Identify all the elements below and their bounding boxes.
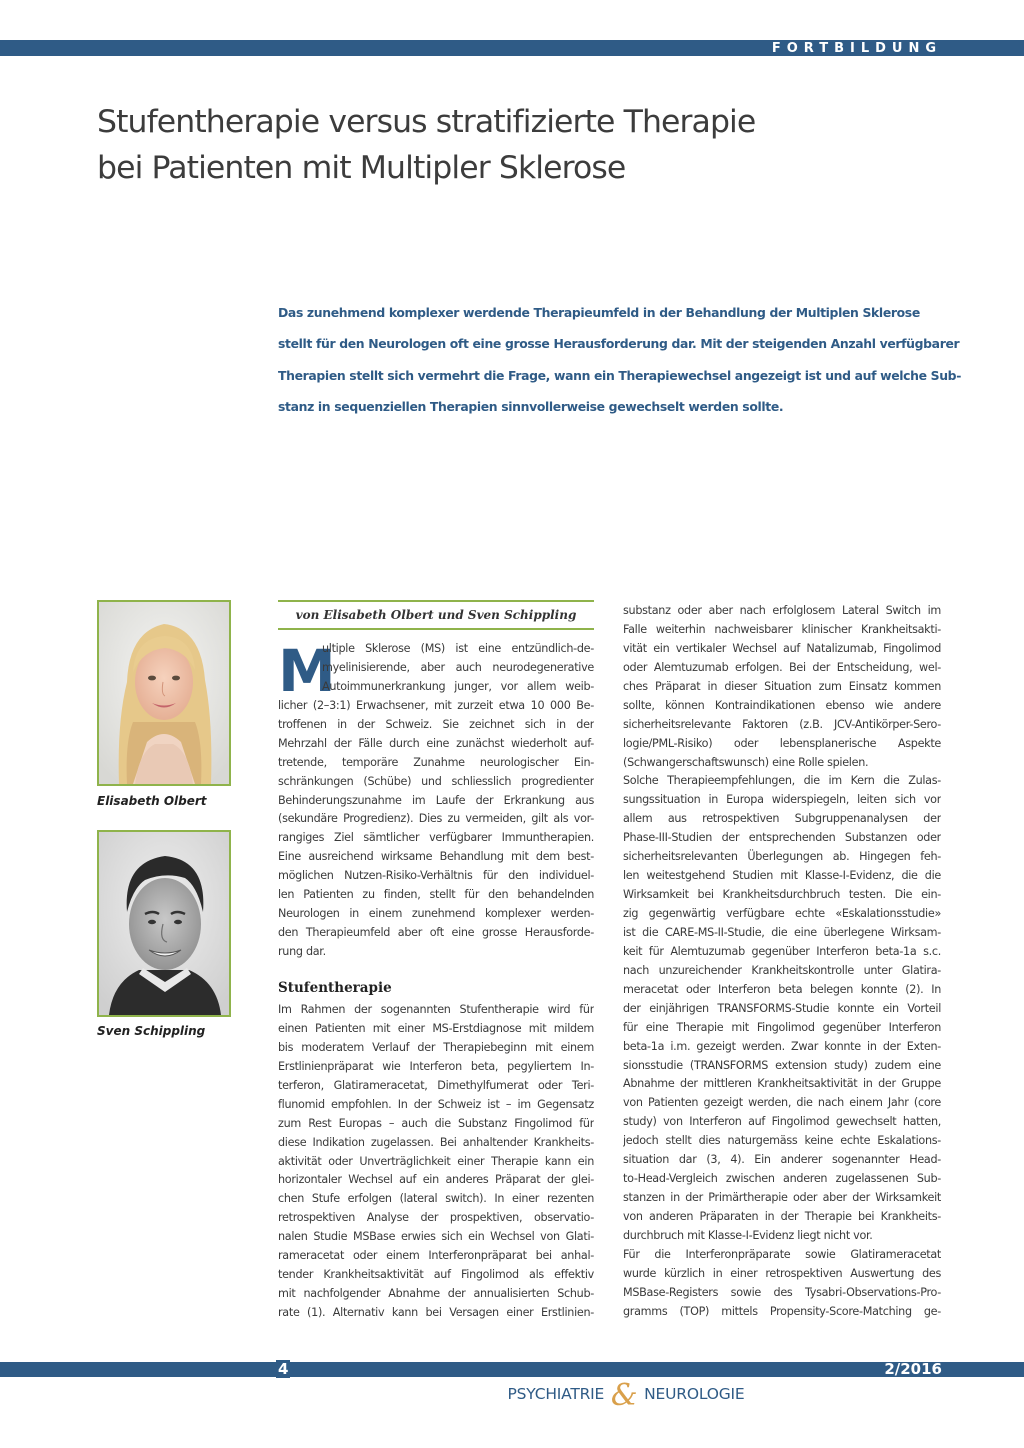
text-line: für eine Therapie mit Fingolimod gegenüber Interferon <box>623 1020 941 1034</box>
text-line: bis moderatem Verlauf der Therapiebeginn mit einem <box>278 1040 594 1054</box>
author-photo-elisabeth-olbert <box>97 600 231 786</box>
text-line: meracetat oder Interferon beta belegen konnte (2). In <box>623 982 941 996</box>
portrait-woman-image <box>99 602 229 784</box>
footer-bar <box>0 1362 1024 1377</box>
text-line: tender Krankheitsaktivität auf Fingolimod als effektiv <box>278 1268 594 1282</box>
author-caption: Sven Schippling <box>97 1024 206 1038</box>
text-line: to-Head-Vergleich zwischen anderen zugelassenen Sub- <box>623 1172 941 1186</box>
text-line: myelinisierende, aber auch neurodegenerative <box>322 660 594 674</box>
text-line: oder Alemtuzumab erfolgen. Bei der Entscheidung, wel- <box>623 660 941 674</box>
lead-line: Therapien stellt sich vermehrt die Frage, wann ein Therapiewechsel angezeigt ist und auf welche Sub- <box>278 367 961 383</box>
text-line: gramms (TOP) mittels Propensity-Score-Matching ge- <box>623 1304 941 1318</box>
text-line: allem aus retrospektiven Subgruppenanalysen der <box>623 812 941 826</box>
text-line: Falle weiterhin nachweisbarer klinischer Krankheitsakti- <box>623 622 941 636</box>
drop-cap: M <box>278 637 336 705</box>
text-line: zig gegenwärtig verfügbare echte «Eskalationsstudie» <box>623 907 941 920</box>
text-line: rate (1). Alternativ kann bei Versagen einer Erstlinien- <box>278 1306 594 1319</box>
author-photo-sven-schippling <box>97 830 231 1017</box>
text-line: (sekundäre Progredienz). Dies zu vermeiden, gilt als vor- <box>278 812 594 826</box>
text-line: schränkungen (Schübe) und schliesslich progredienter <box>278 774 594 788</box>
logo-text-right: NEUROLOGIE <box>644 1385 745 1403</box>
issue-number: 2/2016 <box>884 1360 942 1378</box>
text-line: substanz oder aber nach erfolglosem Lateral Switch im <box>623 604 941 617</box>
text-line: Phase-III-Studien der entsprechenden Substanzen oder <box>623 831 941 845</box>
text-line: ist die CARE-MS-II-Studie, die eine überlegene Wirksam- <box>623 925 941 939</box>
article-lead <box>278 297 961 423</box>
text-line: Mehrzahl der Fälle durch eine zunächst wiederholt auf- <box>278 736 594 750</box>
text-line: sionsstudie (TRANSFORMS extension study) zudem eine <box>623 1058 941 1072</box>
text-line: nach unzureichender Krankheitskontrolle unter Glatira- <box>623 963 941 977</box>
text-line: Wirksamkeit bei Krankheitsdurchbruch testen. Die ein- <box>623 888 941 902</box>
author-byline: von Elisabeth Olbert und Sven Schippling <box>278 600 594 630</box>
text-line: horizontaler Wechsel auf ein anderes Präparat der glei- <box>278 1173 594 1187</box>
text-line: study) von Interferon auf Fingolimod gewechselt hatten, <box>623 1115 941 1129</box>
text-line: durchbruch mit Klasse-I-Evidenz liegt nicht vor. <box>623 1228 873 1242</box>
text-line: zum Rest Europas – auch die Substanz Fingolimod für <box>278 1116 594 1130</box>
text-line: sollte, können Kontraindikationen ebenso wie andere <box>623 698 941 712</box>
text-line: der einjährigen TRANSFORMS-Studie konnte ein Vorteil <box>623 1001 941 1015</box>
text-line: von anderen Präparaten in der Therapie bei Krankheits- <box>623 1210 941 1223</box>
lead-line: stanz in sequenziellen Therapien sinnvollerweise gewechselt werden sollte. <box>278 399 784 415</box>
text-line: len Patienten zu finden, stellt für den behandelnden <box>278 888 594 902</box>
text-line: flunomid empfohlen. In der Schweiz ist – im Gegensatz <box>278 1097 594 1111</box>
text-line: len weitestgehend Studien mit Klasse-I-Evidenz, die die <box>623 869 941 883</box>
text-line: aktivität oder Unverträglichkeit einer Therapie kann ein <box>278 1154 594 1168</box>
text-line: rung dar. <box>278 945 326 958</box>
right-column-text <box>623 602 941 1322</box>
text-line: rameracetat oder einem Interferonpräparat bei anhal- <box>278 1249 594 1263</box>
section-label: FORTBILDUNG <box>771 41 942 56</box>
stufentherapie-paragraph <box>278 1001 594 1323</box>
text-line: situation dar (3, 4). Ein anderer sogenannter Head- <box>623 1153 941 1167</box>
portrait-man-image <box>99 832 229 1015</box>
text-line: wurde kürzlich in einer retrospektiven Auswertung des <box>623 1266 941 1280</box>
title-line: Stufentherapie versus stratifizierte Therapie <box>97 104 756 140</box>
text-line: keit für Alemtuzumab gegenüber Interferon beta-1a s.c. <box>623 944 941 958</box>
lead-line: stellt für den Neurologen oft eine grosse Herausforderung dar. Mit der steigenden Anzahl verfügbarer <box>278 336 960 352</box>
text-line: Eine ausreichend wirksame Behandlung mit dem best- <box>278 850 594 864</box>
text-line: Abnahme der mittleren Krankheitsaktivität in der Gruppe <box>623 1077 941 1091</box>
text-line: nalen Studie MSBase erwies sich ein Wechsel von Glati- <box>278 1230 594 1244</box>
text-line: jedoch stellt dies naturgemäss keine echte Eskalations- <box>623 1134 941 1148</box>
text-line: MSBase-Registers sowie des Tysabri-Observations-Pro- <box>623 1285 941 1299</box>
text-line: Autoimmunerkrankung junger, vor allem weib- <box>322 679 594 693</box>
journal-logo <box>478 1377 774 1417</box>
page-number: 4 <box>278 1360 289 1378</box>
text-line: Für die Interferonpräparate sowie Glatirameracetat <box>623 1247 941 1261</box>
text-line: vität ein vertikaler Wechsel auf Natalizumab, Fingolimod <box>623 641 941 655</box>
text-line: Behinderungszunahme im Laufe der Erkrankung aus <box>278 793 594 807</box>
text-line: ultiple Sklerose (MS) ist eine entzündlich-de- <box>322 642 594 655</box>
text-line: tretende, temporäre Zunahme neurologischer Ein- <box>278 755 594 769</box>
text-line: Erstlinienpräparat wie Interferon beta, pegyliertem In- <box>278 1059 594 1073</box>
text-line: licher (2–3:1) Erwachsener, mit zurzeit etwa 10 000 Be- <box>278 698 594 712</box>
text-line: Neurologen in einem zunehmend komplexer werden- <box>278 907 594 921</box>
text-line: (Schwangerschaftswunsch) eine Rolle spielen. <box>623 755 869 769</box>
section-heading: Stufentherapie <box>278 980 392 996</box>
text-line: Im Rahmen der sogenannten Stufentherapie wird für <box>278 1003 594 1016</box>
lead-line: Das zunehmend komplexer werdende Therapieumfeld in der Behandlung der Multiplen Sklerose <box>278 305 920 320</box>
text-line: diese Indikation zugelassen. Bei anhaltender Krankheits- <box>278 1135 594 1149</box>
logo-ampersand: & <box>610 1378 638 1413</box>
text-line: retrospektiven Analyse der prospektiven, observatio- <box>278 1211 594 1225</box>
text-line: ches Präparat in dieser Situation zum Einsatz kommen <box>623 679 941 693</box>
intro-paragraph <box>278 637 594 962</box>
text-line: stanzen in der Primärtherapie oder aber der Wirksamkeit <box>623 1191 941 1205</box>
text-line: Solche Therapieempfehlungen, die im Kern die Zulas- <box>623 774 941 788</box>
text-line: von Patienten gezeigt werden, die nach einem Jahr (core <box>623 1096 941 1110</box>
title-line: bei Patienten mit Multipler Sklerose <box>97 150 626 186</box>
text-line: einen Patienten mit einer MS-Erstdiagnose mit mildem <box>278 1021 594 1035</box>
text-line: sicherheitsrelevante Faktoren (z.B. JCV-Antikörper-Sero- <box>623 717 941 731</box>
logo-text-left: PSYCHIATRIE <box>507 1385 605 1403</box>
article-title <box>97 99 957 191</box>
text-line: möglichen Nutzen-Risiko-Verhältnis für den individuel- <box>278 869 594 883</box>
section-header-bar <box>0 40 1024 56</box>
text-line: rangiges Ziel sämtlicher verfügbarer Immuntherapien. <box>278 831 594 845</box>
text-line: chen Stufe erfolgen (lateral switch). In einer rezenten <box>278 1192 594 1206</box>
text-line: mit nachfolgender Abnahme der annualisierten Schub- <box>278 1287 594 1301</box>
text-line: terferon, Glatirameracetat, Dimethylfumerat oder Teri- <box>278 1078 594 1092</box>
text-line: sicherheitsrelevanten Überlegungen ab. Hingegen feh- <box>623 850 941 864</box>
text-line: troffenen in der Schweiz. Sie zeichnet sich in der <box>278 717 594 731</box>
text-line: den Therapieumfeld aber oft eine grosse Herausforde- <box>278 926 594 940</box>
text-line: sungssituation in Europa widerspiegeln, leiten sich vor <box>623 793 941 807</box>
author-caption: Elisabeth Olbert <box>97 794 207 808</box>
text-line: logie/PML-Risiko) oder lebensplanerische Aspekte <box>623 736 941 750</box>
text-line: beta-1a i.m. gezeigt werden. Zwar konnte in der Exten- <box>623 1039 941 1053</box>
